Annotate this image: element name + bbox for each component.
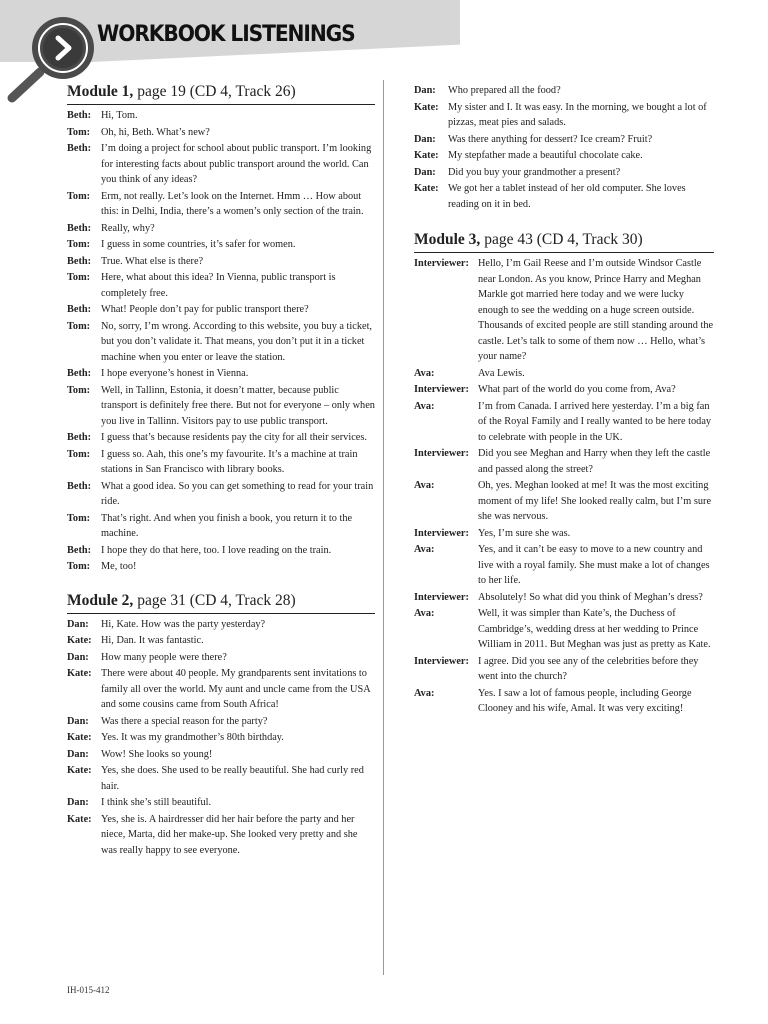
dialogue-line [414, 100, 714, 131]
speaker-label: Kate: [414, 101, 439, 113]
speaker-label: Dan: [67, 651, 89, 663]
dialogue-text: Well, in Tallinn, Estonia, it doesn’t matter, because public transport is definitely free there. But not for everyone – only when you live in Tallinn. Visitors pay to use public transport. [101, 384, 375, 427]
speaker-label: Dan: [414, 166, 436, 178]
dialogue-text: How many people were there? [101, 651, 227, 663]
dialogue-text: Yes, I’m sure she was. [478, 527, 571, 539]
speaker-label: Tom: [67, 384, 91, 396]
dialogue-line [414, 83, 714, 99]
speaker-label: Kate: [414, 150, 439, 161]
dialogue-text: What a good idea. So you can get something to read for your train ride. [101, 480, 374, 507]
dialogue-text: I guess in some countries, it’s safer for women. [101, 239, 296, 250]
dialogue-line [414, 478, 714, 525]
dialogue-line [67, 237, 375, 253]
speaker-label: Beth: [67, 480, 92, 492]
dialogue-text: True. What else is there? [101, 255, 204, 267]
dialogue-text: Really, why? [101, 222, 155, 234]
dialogue-line [414, 366, 714, 382]
speaker-label: Tom: [67, 320, 91, 332]
dialogue-line [414, 686, 714, 717]
dialogue-text: My sister and I. It was easy. In the morning, we bought a lot of pizzas, meat pies and salads. [448, 101, 707, 128]
dialogue-text: Yes, she is. A hairdresser did her hair before the party and her niece, Marta, did her make-up. She looked very pretty and she was really happy to see everyone. [101, 813, 358, 856]
dialogue-text: I guess that’s because residents pay the city for all their services. [101, 432, 367, 443]
dialogue-line [414, 181, 714, 212]
speaker-label: Ava: [414, 608, 435, 619]
dialogue-text: Me, too! [101, 561, 137, 572]
dialogue-line [414, 382, 714, 398]
dialogue-text: Erm, not really. Let’s look on the Internet. Hmm … How about this: in Delhi, India, there’s a women’s only section of the train. [101, 190, 364, 217]
page-title: WORKBOOK LISTENINGS [97, 22, 355, 47]
dialogue-text: Was there a special reason for the party? [101, 715, 268, 727]
module-3-heading: Module 3, page 43 (CD 4, Track 30) [414, 231, 714, 253]
dialogue-text: Yes. It was my grandmother’s 80th birthday. [101, 732, 284, 743]
dialogue-text: Absolutely! So what did you think of Meghan’s dress? [478, 591, 703, 603]
speaker-label: Tom: [67, 126, 91, 138]
speaker-label: Tom: [67, 272, 91, 283]
dialogue-line [414, 654, 714, 685]
module-2-heading: Module 2, page 31 (CD 4, Track 28) [67, 592, 375, 614]
dialogue-text: I hope everyone’s honest in Vienna. [101, 368, 249, 379]
dialogue-text: I agree. Did you see any of the celebrities before they went into the church? [478, 655, 699, 682]
speaker-label: Tom: [67, 448, 91, 460]
dialogue-line [67, 254, 375, 270]
dialogue-text: That’s right. And when you finish a book, you return it to the machine. [101, 512, 353, 539]
dialogue-text: What part of the world do you come from, Ava? [478, 384, 676, 395]
dialogue-text: I hope they do that here, too. I love reading on the train. [101, 544, 332, 556]
dialogue-text: I think she’s still beautiful. [101, 797, 212, 808]
left-column [67, 83, 375, 859]
dialogue-line [414, 148, 714, 164]
dialogue-line [414, 399, 714, 446]
dialogue-line [67, 617, 375, 633]
dialogue-text: Here, what about this idea? In Vienna, public transport is completely free. [101, 272, 336, 299]
dialogue-line [67, 125, 375, 141]
dialogue-line [414, 526, 714, 542]
dialogue-line [67, 511, 375, 542]
speaker-label: Kate: [414, 183, 439, 194]
dialogue-text: Wow! She looks so young! [101, 748, 213, 760]
speaker-label: Dan: [67, 618, 89, 630]
dialogue-text: Yes, and it can’t be easy to move to a new country and live with a royal family. She must make a lot of changes to her life. [478, 544, 710, 586]
dialogue-text: I’m doing a project for school about public transport. I’m looking for interesting facts about public transport around the world. Can you think of any ideas? [101, 143, 372, 185]
speaker-label: Beth: [67, 222, 92, 234]
dialogue-line [67, 633, 375, 649]
dialogue-text: I’m from Canada. I arrived here yesterday. I’m a big fan of the Royal Family and I really wanted to be here today to celebrate with people in the UK. [478, 400, 712, 443]
dialogue-line [414, 132, 714, 148]
speaker-label: Beth: [67, 544, 92, 556]
dialogue-line [67, 812, 375, 859]
speaker-label: Interviewer: [414, 527, 469, 539]
dialogue-line [414, 606, 714, 653]
speaker-label: Interviewer: [414, 448, 469, 459]
dialogue-line [67, 302, 375, 318]
dialogue-line [67, 108, 375, 124]
speaker-label: Tom: [67, 190, 91, 202]
speaker-label: Interviewer: [414, 591, 469, 603]
dialogue-text: Who prepared all the food? [448, 85, 561, 96]
dialogue-text: Hello, I’m Gail Reese and I’m outside Windsor Castle near London. As you know, Prince Harry and Meghan Markle got married here today and we were lucky enough to see the wedding on a huge screen outside. Thousands of excited people are still standing around the castle. Let’s talk to some of them now … Hello, what’s your name? [478, 258, 714, 362]
dialogue-text: Ava Lewis. [478, 367, 525, 379]
speaker-label: Kate: [67, 813, 92, 825]
dialogue-text: Yes, she does. She used to be really beautiful. She had curly red hair. [101, 765, 364, 792]
dialogue-line [67, 270, 375, 301]
dialogue-line [67, 666, 375, 713]
dialogue-line [67, 795, 375, 811]
dialogue-line [67, 366, 375, 382]
dialogue-text: Yes. I saw a lot of famous people, including George Clooney and his wife, Amal. It was very exciting! [478, 687, 692, 714]
dialogue-line [414, 165, 714, 181]
module-1-heading: Module 1, page 19 (CD 4, Track 26) [67, 83, 375, 105]
dialogue-line [67, 141, 375, 188]
speaker-label: Kate: [67, 765, 92, 776]
speaker-label: Dan: [414, 85, 436, 96]
dialogue-line [67, 221, 375, 237]
dialogue-line [67, 730, 375, 746]
speaker-label: Tom: [67, 239, 91, 250]
dialogue-text: Did you see Meghan and Harry when they left the castle and passed along the street? [478, 448, 711, 475]
dialogue-line [414, 590, 714, 606]
module-2-transcript [67, 617, 375, 859]
dialogue-line [67, 543, 375, 559]
speaker-label: Beth: [67, 304, 92, 315]
speaker-label: Interviewer: [414, 384, 469, 395]
dialogue-text: Was there anything for dessert? Ice cream? Fruit? [448, 133, 653, 145]
dialogue-line [67, 714, 375, 730]
speaker-label: Ava: [414, 400, 435, 412]
dialogue-line [67, 763, 375, 794]
dialogue-line [67, 559, 375, 575]
right-column [414, 83, 714, 718]
speaker-label: Ava: [414, 367, 435, 379]
dialogue-text: Did you buy your grandmother a present? [448, 166, 621, 178]
dialogue-text: Hi, Dan. It was fantastic. [101, 635, 204, 646]
speaker-label: Dan: [67, 715, 89, 727]
dialogue-text: I guess so. Aah, this one’s my favourite. It’s a machine at train stations in San Francisco with library books. [101, 448, 358, 475]
dialogue-text: There were about 40 people. My grandparents sent invitations to family all over the world. My aunt and uncle came from the USA and some cousins came from South Africa! [101, 668, 371, 710]
speaker-label: Beth: [67, 432, 92, 443]
dialogue-text: My stepfather made a beautiful chocolate cake. [448, 150, 643, 161]
dialogue-line [67, 319, 375, 366]
module-1-transcript [67, 108, 375, 575]
speaker-label: Tom: [67, 561, 91, 572]
speaker-label: Beth: [67, 110, 92, 121]
speaker-label: Beth: [67, 143, 92, 154]
dialogue-text: No, sorry, I’m wrong. According to this website, you buy a ticket, but you don’t validate it. That means, you don’t put it in a ticket machine when you enter or leave the station. [101, 320, 373, 363]
dialogue-line [414, 542, 714, 589]
dialogue-line [414, 446, 714, 477]
dialogue-text: Oh, hi, Beth. What’s new? [101, 126, 210, 138]
speaker-label: Beth: [67, 255, 92, 267]
speaker-label: Interviewer: [414, 655, 469, 667]
module-2-transcript-continued [414, 83, 714, 212]
dialogue-line [67, 383, 375, 430]
speaker-label: Interviewer: [414, 258, 469, 269]
dialogue-line [67, 430, 375, 446]
dialogue-line [67, 447, 375, 478]
speaker-label: Ava: [414, 480, 435, 491]
dialogue-text: What! People don’t pay for public transport there? [101, 304, 309, 315]
module-3-transcript [414, 256, 714, 717]
dialogue-text: Oh, yes. Meghan looked at me! It was the most exciting moment of my life! She looked really calm, but I’m sure she was nervous. [478, 480, 712, 522]
dialogue-line [67, 650, 375, 666]
speaker-label: Ava: [414, 687, 435, 699]
dialogue-text: We got her a tablet instead of her old computer. She loves reading on it in bed. [448, 183, 686, 210]
dialogue-text: Hi, Tom. [101, 110, 138, 121]
speaker-label: Dan: [67, 748, 89, 760]
dialogue-text: Hi, Kate. How was the party yesterday? [101, 618, 266, 630]
speaker-label: Dan: [414, 133, 436, 145]
speaker-label: Kate: [67, 732, 92, 743]
dialogue-line [67, 189, 375, 220]
speaker-label: Ava: [414, 544, 435, 555]
dialogue-line [67, 747, 375, 763]
speaker-label: Tom: [67, 512, 91, 524]
speaker-label: Kate: [67, 668, 92, 679]
dialogue-line [414, 256, 714, 365]
dialogue-line [67, 479, 375, 510]
dialogue-text: Well, it was simpler than Kate’s, the Duchess of Cambridge’s, wedding dress at her wedding to Prince William in 2011. But Meghan was just as pretty as Kate. [478, 608, 711, 650]
speaker-label: Kate: [67, 635, 92, 646]
column-divider [383, 80, 384, 975]
footer-code: IH-015-412 [67, 985, 110, 995]
speaker-label: Beth: [67, 368, 92, 379]
speaker-label: Dan: [67, 797, 89, 808]
